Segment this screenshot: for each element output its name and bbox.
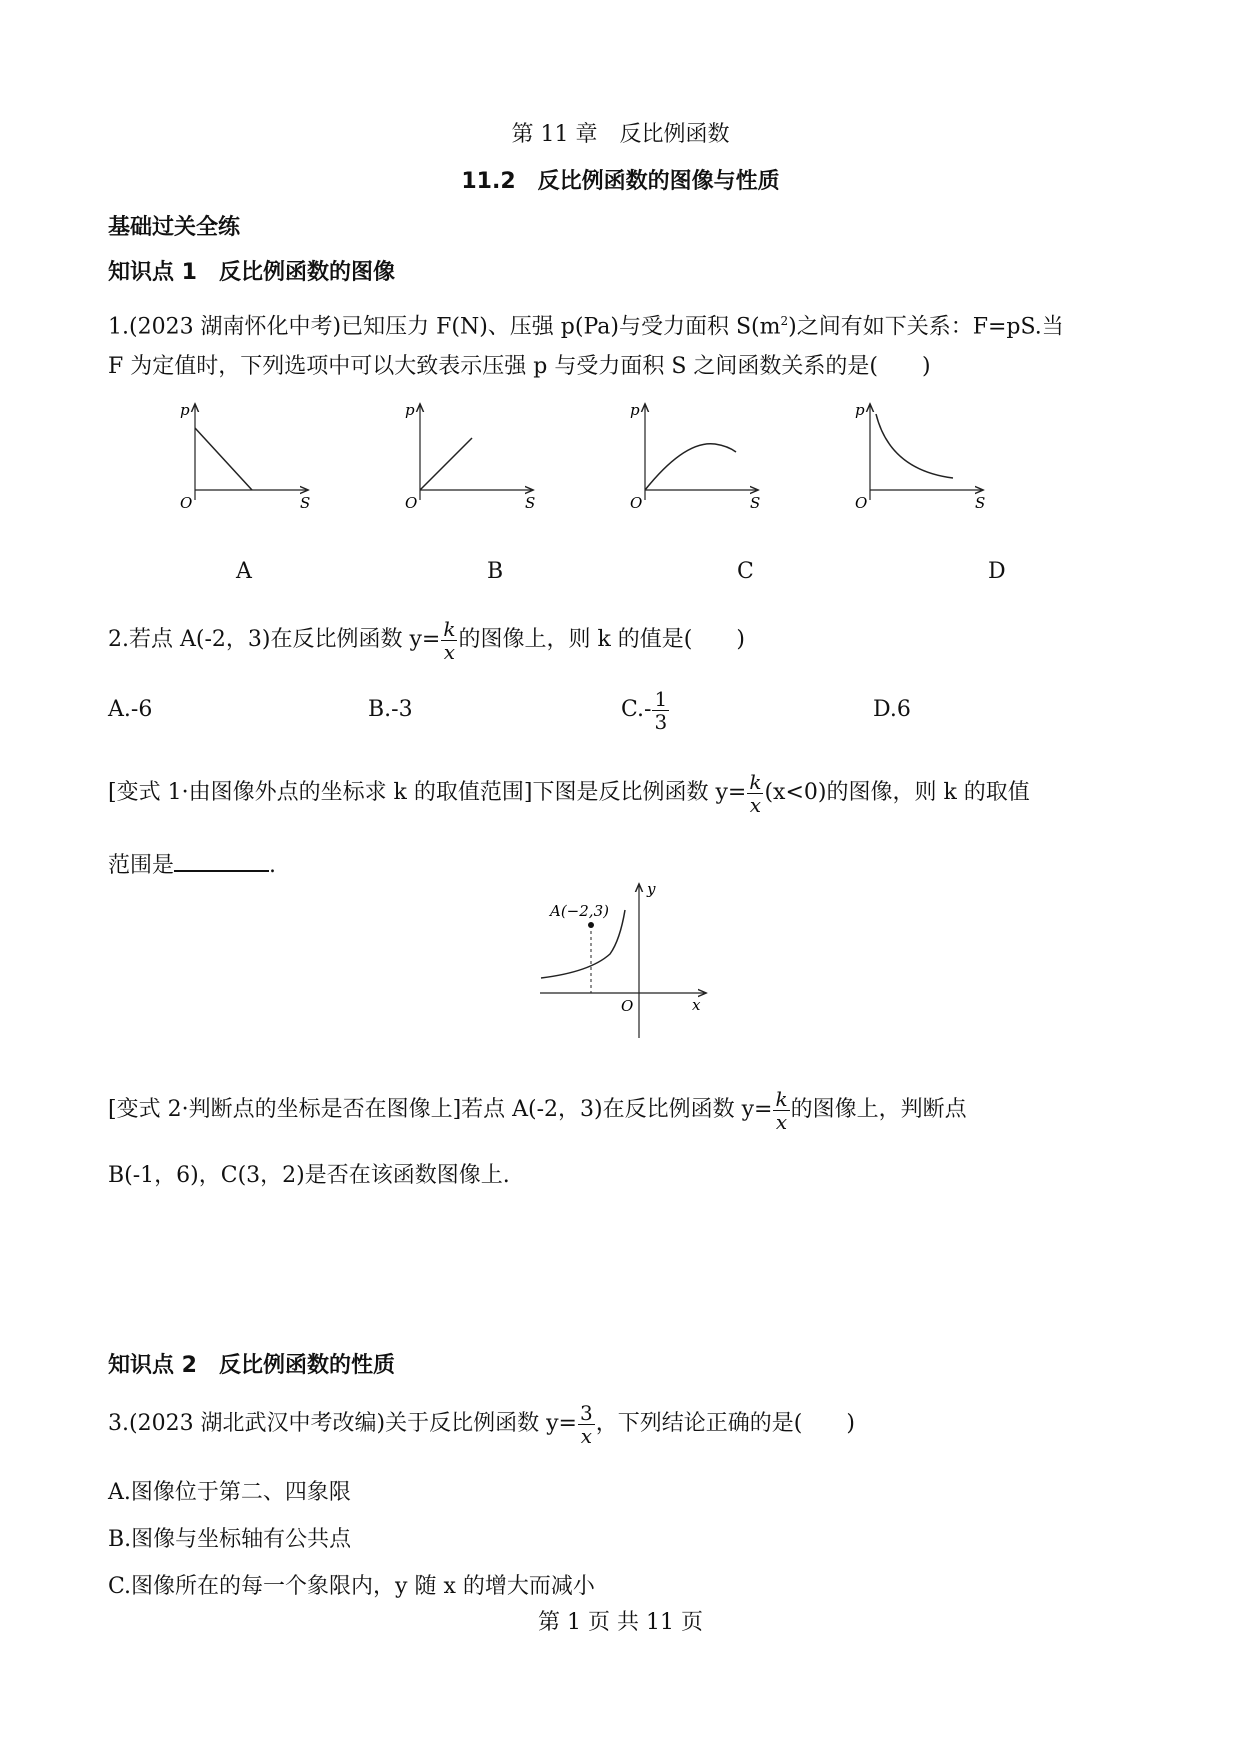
variant-2-stem: [变式 2·判断点的坐标是否在图像上]若点 A(-2，3)在反比例函数 y= $\frac{k}{x}$ 的图像上，判断点: [108, 1086, 967, 1134]
variant-1-y-label: y: [647, 880, 656, 898]
variant-1-origin: O: [621, 997, 634, 1015]
graph-b: [405, 401, 535, 512]
variant-1-graph: [535, 880, 715, 1045]
graph-d-y-label: p: [855, 401, 865, 419]
q3-stem: 3.(2023 湖北武汉中考改编)关于反比例函数 y= $\frac{3}{x}$ ，下列结论正确的是( ): [108, 1400, 855, 1448]
q2-option-c: C.- $\frac{1}{3}$: [621, 686, 668, 734]
q1-option-a: A: [236, 559, 252, 584]
graph-c-curve: [645, 444, 736, 490]
hyperbola-branch: [541, 910, 625, 978]
knowledge-point-2-heading: 知识点 2 反比例函数的性质: [108, 1353, 395, 1378]
q1-line-1: 1.(2023 湖南怀化中考)已知压力 F(N)、压强 p(Pa)与受力面积 $S(m^2)$之间有如下关系：F=pS.当: [108, 314, 1064, 340]
graph-d-x-label: S: [975, 494, 986, 512]
q2-stem: 2.若点 A(-2，3)在反比例函数 y= $\frac{k}{x}$ 的图像上，则 k 的值是( ): [108, 616, 745, 664]
variant-2-line-2: B(-1，6)，C(3，2)是否在该函数图像上.: [108, 1163, 510, 1188]
q1-option-c: C: [737, 559, 754, 584]
graph-b-line: [420, 438, 472, 490]
graph-c-origin: O: [630, 494, 643, 512]
knowledge-point-1-heading: 知识点 1 反比例函数的图像: [108, 260, 395, 285]
graph-c-y-label: p: [630, 401, 640, 419]
graph-d-origin: O: [855, 494, 868, 512]
q2-option-b: B.-3: [368, 697, 413, 722]
q3-option-a: A.图像位于第二、四象限: [108, 1480, 351, 1505]
q3-option-c: C.图像所在的每一个象限内，y 随 x 的增大而减小: [108, 1574, 595, 1599]
graph-a-origin: O: [180, 494, 193, 512]
q2-option-a: A.-6: [108, 697, 153, 722]
q1-line-2: F 为定值时，下列选项中可以大致表示压强 p 与受力面积 S 之间函数关系的是( ): [108, 354, 931, 379]
variant-1-x-label: x: [692, 996, 701, 1014]
q1-option-b: B: [487, 559, 504, 584]
q1-option-graphs: [160, 400, 1080, 530]
variant-1-line-2: 范围是 .: [108, 848, 276, 881]
practice-heading: 基础过关全练: [108, 215, 241, 240]
point-a: [588, 922, 594, 928]
q2-fraction: $\frac{k}{x}$: [443, 616, 456, 664]
q1-option-d: D: [988, 559, 1006, 584]
graph-a-line: [195, 428, 252, 490]
graph-b-y-label: p: [405, 401, 415, 419]
section-title: 11.2 反比例函数的图像与性质: [461, 169, 780, 194]
graph-a-x-label: S: [300, 494, 311, 512]
graph-b-x-label: S: [525, 494, 536, 512]
q3-option-b: B.图像与坐标轴有公共点: [108, 1527, 352, 1552]
graph-d-curve: [876, 414, 953, 478]
q2-option-d: D.6: [873, 697, 911, 722]
chapter-title: 第 11 章 反比例函数: [511, 122, 730, 147]
answer-blank[interactable]: [174, 848, 269, 872]
graph-c: [630, 401, 760, 512]
graph-b-origin: O: [405, 494, 418, 512]
graph-a-y-label: p: [180, 401, 190, 419]
graph-a: [180, 401, 310, 512]
variant-1-stem: [变式 1·由图像外点的坐标求 k 的取值范围]下图是反比例函数 y= $\frac{k}{x}$ (x<0)的图像，则 k 的取值: [108, 769, 1030, 817]
point-a-label: A(−2,3): [550, 902, 609, 920]
graph-d: [855, 401, 985, 512]
graph-c-x-label: S: [750, 494, 761, 512]
page-footer: 第 1 页 共 11 页: [538, 1610, 703, 1635]
